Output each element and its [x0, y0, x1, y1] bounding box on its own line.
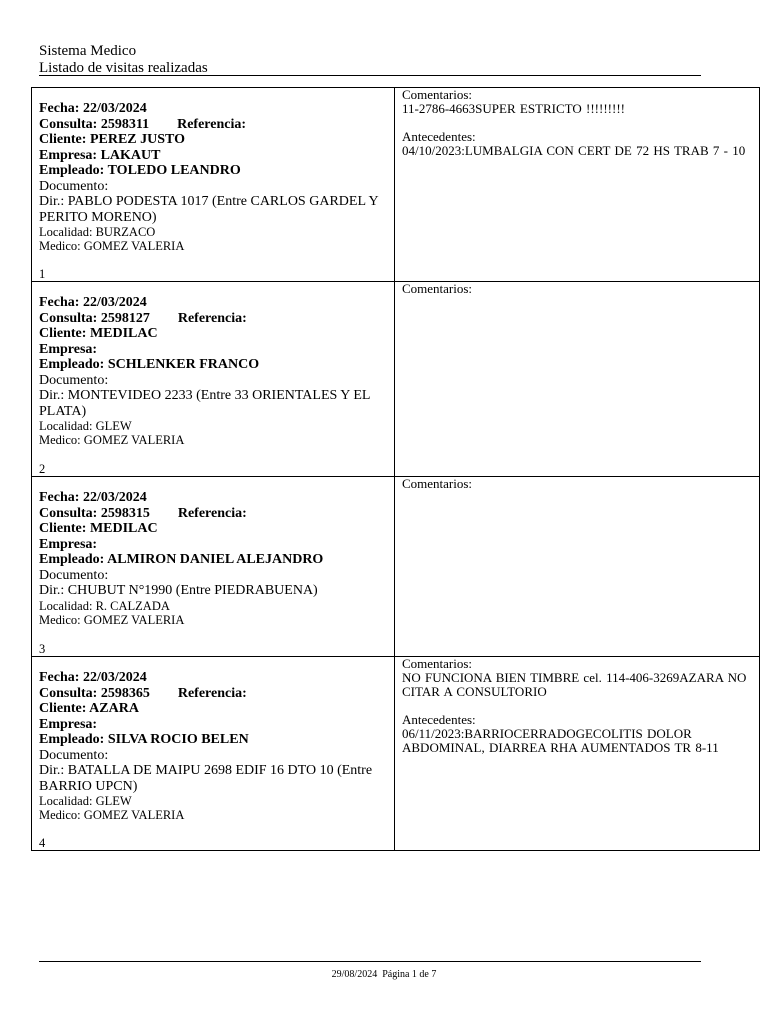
documento-line: Documento: — [39, 567, 109, 583]
fecha-line: Fecha: 22/03/2024 — [39, 490, 147, 505]
visit-index: 2 — [39, 462, 46, 476]
direccion-value: CHUBUT N°1990 (Entre PIEDRABUENA) — [67, 583, 318, 598]
footer-date: 29/08/2024 — [331, 969, 378, 980]
direccion-value: BATALLA DE MAIPU 2698 EDIF 16 DTO 10 (Entre BARRIO UPCN) — [39, 763, 373, 794]
referencia-label: Referencia: — [177, 685, 247, 701]
medico-line: Medico: GOMEZ VALERIA — [39, 239, 185, 253]
cliente-value: PEREZ JUSTO — [89, 132, 185, 147]
visit-notes — [395, 282, 760, 477]
visit-row — [32, 657, 760, 851]
localidad-line: Localidad: R. CALZADA — [39, 598, 170, 613]
referencia-label: Referencia: — [177, 310, 247, 326]
direccion-line: Dir.: MONTEVIDEO 2233 (Entre 33 ORIENTALES Y EL PLATA) — [39, 388, 370, 419]
direccion-value: PABLO PODESTA 1017 (Entre CARLOS GARDEL Y PERITO MORENO) — [39, 194, 379, 225]
empleado-value: SILVA ROCIO BELEN — [107, 732, 249, 747]
localidad-line: Localidad: GLEW — [39, 794, 132, 808]
visit-row — [32, 282, 760, 477]
empleado-line: Empleado: SILVA ROCIO BELEN — [39, 732, 249, 747]
visit-row — [32, 477, 760, 657]
empleado-line: Empleado: SCHLENKER FRANCO — [39, 357, 260, 372]
visit-details — [32, 88, 395, 282]
consulta-line: Consulta: 2598127 Referencia: — [39, 310, 247, 326]
visit-details — [32, 282, 395, 477]
footer-divider — [39, 961, 701, 962]
medico-line: Medico: GOMEZ VALERIA — [39, 808, 185, 822]
empresa-line: Empresa: — [39, 536, 98, 552]
consulta-line: Consulta: 2598365 Referencia: — [39, 685, 247, 701]
comments-label: Comentarios: — [402, 281, 473, 296]
visit-index: 3 — [39, 642, 46, 656]
visit-details — [32, 657, 395, 851]
fecha-value: 22/03/2024 — [82, 670, 147, 685]
cliente-line: Cliente: MEDILAC — [39, 521, 158, 536]
footer-page-number: Página 1 de 7 — [382, 969, 437, 980]
empleado-value: SCHLENKER FRANCO — [107, 357, 260, 372]
direccion-value: MONTEVIDEO 2233 (Entre 33 ORIENTALES Y EL PLATA) — [39, 388, 370, 419]
header-divider — [39, 75, 701, 76]
documento-line: Documento: — [39, 178, 109, 194]
empresa-line: Empresa: LAKAUT — [39, 147, 161, 163]
cliente-value: MEDILAC — [89, 326, 158, 341]
consulta-value: 2598315 — [100, 505, 150, 521]
visit-notes — [395, 477, 760, 657]
fecha-line: Fecha: 22/03/2024 — [39, 670, 147, 685]
medico-line: Medico: GOMEZ VALERIA — [39, 433, 185, 447]
localidad-line: Localidad: BURZACO — [39, 225, 156, 239]
medico-value: GOMEZ VALERIA — [83, 612, 185, 627]
visit-notes — [395, 88, 760, 282]
consulta-value: 2598365 — [100, 685, 150, 701]
comments-text: NO FUNCIONA BIEN TIMBRE cel. 114-406-3269AZARA NO CITAR A CONSULTORIO — [402, 670, 747, 699]
visit-details — [32, 477, 395, 657]
cliente-line: Cliente: PEREZ JUSTO — [39, 132, 185, 147]
page-footer — [0, 969, 768, 980]
documento-line: Documento: — [39, 372, 109, 388]
consulta-value: 2598311 — [100, 116, 150, 132]
empleado-line: Empleado: ALMIRON DANIEL ALEJANDRO — [39, 552, 324, 567]
empresa-line: Empresa: — [39, 716, 98, 732]
empleado-value: ALMIRON DANIEL ALEJANDRO — [107, 552, 324, 567]
visit-notes — [395, 657, 760, 851]
system-title: Sistema Medico — [39, 43, 137, 59]
fecha-line: Fecha: 22/03/2024 — [39, 101, 147, 116]
comments-label: Comentarios: — [402, 87, 473, 102]
cliente-value: AZARA — [89, 701, 139, 716]
antecedentes-label: Antecedentes: — [402, 712, 476, 727]
localidad-value: GLEW — [95, 419, 132, 433]
visit-row — [32, 88, 760, 282]
antecedentes-label: Antecedentes: — [402, 129, 476, 144]
consulta-line: Consulta: 2598315 Referencia: — [39, 505, 247, 521]
fecha-value: 22/03/2024 — [82, 490, 147, 505]
antecedentes-text: 06/11/2023:BARRIOCERRADOGECOLITIS DOLOR ABDOMINAL, DIARREA RHA AUMENTADOS TR 8-11 — [402, 726, 719, 755]
medico-value: GOMEZ VALERIA — [83, 433, 185, 447]
localidad-value: R. CALZADA — [95, 598, 170, 613]
documento-line: Documento: — [39, 747, 109, 763]
fecha-line: Fecha: 22/03/2024 — [39, 295, 147, 310]
referencia-label: Referencia: — [177, 505, 247, 521]
cliente-line: Cliente: MEDILAC — [39, 326, 158, 341]
fecha-value: 22/03/2024 — [82, 295, 147, 310]
consulta-value: 2598127 — [100, 310, 150, 326]
medico-value: GOMEZ VALERIA — [83, 808, 185, 822]
cliente-value: MEDILAC — [89, 521, 158, 536]
visits-table — [31, 87, 760, 851]
visit-index: 1 — [39, 267, 46, 281]
comments-label: Comentarios: — [402, 476, 473, 491]
comments-text: 11-2786-4663SUPER ESTRICTO !!!!!!!!! — [402, 101, 625, 116]
localidad-value: GLEW — [95, 794, 132, 808]
comments-label: Comentarios: — [402, 656, 473, 671]
cliente-line: Cliente: AZARA — [39, 701, 139, 716]
localidad-value: BURZACO — [95, 225, 156, 239]
direccion-line: Dir.: PABLO PODESTA 1017 (Entre CARLOS GARDEL Y PERITO MORENO) — [39, 194, 379, 225]
direccion-line: Dir.: BATALLA DE MAIPU 2698 EDIF 16 DTO 10 (Entre BARRIO UPCN) — [39, 763, 373, 794]
referencia-label: Referencia: — [177, 116, 247, 132]
antecedentes-text: 04/10/2023:LUMBALGIA CON CERT DE 72 HS TRAB 7 - 10 — [402, 143, 746, 158]
direccion-line: Dir.: CHUBUT N°1990 (Entre PIEDRABUENA) — [39, 583, 318, 598]
empresa-value: LAKAUT — [100, 147, 161, 163]
visit-index: 4 — [39, 836, 46, 850]
report-title: Listado de visitas realizadas — [39, 60, 208, 76]
empleado-value: TOLEDO LEANDRO — [107, 163, 241, 178]
empresa-line: Empresa: — [39, 341, 98, 357]
medico-value: GOMEZ VALERIA — [83, 239, 185, 253]
empleado-line: Empleado: TOLEDO LEANDRO — [39, 163, 241, 178]
fecha-value: 22/03/2024 — [82, 101, 147, 116]
consulta-line: Consulta: 2598311 Referencia: — [39, 116, 247, 132]
medico-line: Medico: GOMEZ VALERIA — [39, 612, 185, 627]
localidad-line: Localidad: GLEW — [39, 419, 132, 433]
